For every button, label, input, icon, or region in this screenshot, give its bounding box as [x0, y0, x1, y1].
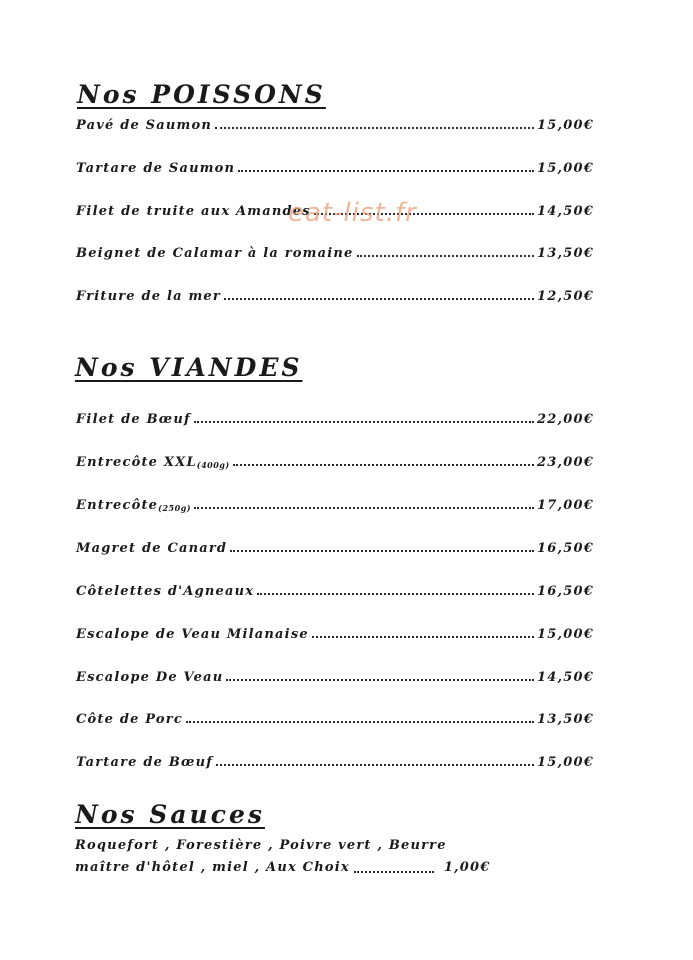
dot-leader: [224, 298, 534, 300]
dot-leader: [357, 255, 535, 257]
menu-item-price: 23,00€: [537, 455, 594, 470]
menu-item-fish-0: [76, 114, 594, 132]
menu-item-meat-7: [76, 708, 594, 726]
menu-item-price: 13,50€: [537, 712, 594, 727]
dot-leader: [233, 464, 534, 466]
menu-item-fish-4: [76, 285, 594, 303]
menu-item-name: Pavé de Saumon: [76, 118, 213, 133]
meats-section-title: Nos VIANDES: [75, 353, 303, 382]
menu-item-name: Filet de truite aux Amandes: [76, 204, 311, 219]
menu-item-meat-4: [76, 580, 594, 598]
menu-item-price: 22,00€: [537, 412, 594, 427]
menu-item-name: Côtelettes d'Agneaux: [76, 584, 255, 599]
menu-item-fish-1: [76, 157, 594, 175]
menu-item-meat-1: [76, 451, 594, 469]
menu-item-name: Entrecôte XXL: [76, 455, 197, 470]
menu-item-name: Escalope de Veau Milanaise: [76, 627, 309, 642]
menu-item-meat-2: [76, 494, 594, 512]
dot-leader: [257, 593, 534, 595]
dot-leader: [238, 170, 534, 172]
dot-leader: [194, 507, 534, 509]
dot-leader: [354, 871, 434, 873]
menu-item-price: 12,50€: [537, 289, 594, 304]
dot-leader: [230, 550, 534, 552]
fish-section-title: Nos POISSONS: [77, 80, 326, 109]
dot-leader: [216, 764, 534, 766]
menu-item-meat-0: [76, 408, 594, 426]
sauces-section-title: Nos Sauces: [75, 800, 265, 829]
menu-item-price: 15,00€: [537, 161, 594, 176]
menu-item-name: Escalope De Veau: [76, 670, 224, 685]
sauces-line-2: [75, 857, 595, 879]
menu-item-meat-8: [76, 751, 594, 769]
dot-leader: [226, 679, 534, 681]
menu-item-price: 15,00€: [537, 755, 594, 770]
menu-item-weight-note: (400g): [196, 460, 230, 470]
watermark-text: eat-list.fr: [288, 198, 417, 228]
menu-item-name: Côte de Porc: [76, 712, 183, 727]
menu-item-price: 16,50€: [537, 541, 594, 556]
dot-leader: [194, 421, 534, 423]
menu-item-price: 14,50€: [537, 204, 594, 219]
menu-item-price: 16,50€: [537, 584, 594, 599]
sauces-line-1: Roquefort , Forestière , Poivre vert , Beurre: [75, 838, 447, 853]
menu-item-name: Beignet de Calamar à la romaine: [76, 246, 354, 261]
menu-item-fish-3: [76, 242, 594, 260]
sauces-price: 1,00€: [443, 860, 491, 875]
menu-item-weight-note: (250g): [158, 503, 192, 513]
menu-item-name: Entrecôte: [76, 498, 159, 513]
dot-leader: [312, 636, 534, 638]
menu-item-name: Friture de la mer: [76, 289, 221, 304]
menu-item-meat-6: [76, 666, 594, 684]
menu-item-price: 13,50€: [537, 246, 594, 261]
menu-item-name: Filet de Bœuf: [76, 412, 191, 427]
menu-item-name: Tartare de Saumon: [76, 161, 236, 176]
dot-leader: [215, 127, 534, 129]
menu-item-price: 14,50€: [537, 670, 594, 685]
menu-item-name: Tartare de Bœuf: [76, 755, 214, 770]
menu-item-name: Magret de Canard: [76, 541, 228, 556]
sauces-description: [75, 835, 595, 879]
menu-item-meat-3: [76, 537, 594, 555]
menu-item-price: 17,00€: [537, 498, 594, 513]
menu-item-price: 15,00€: [537, 627, 594, 642]
menu-item-meat-5: [76, 623, 594, 641]
menu-item-price: 15,00€: [537, 118, 594, 133]
sauces-line-2-text: maître d'hôtel , miel , Aux Choix: [75, 860, 350, 875]
dot-leader: [186, 721, 534, 723]
